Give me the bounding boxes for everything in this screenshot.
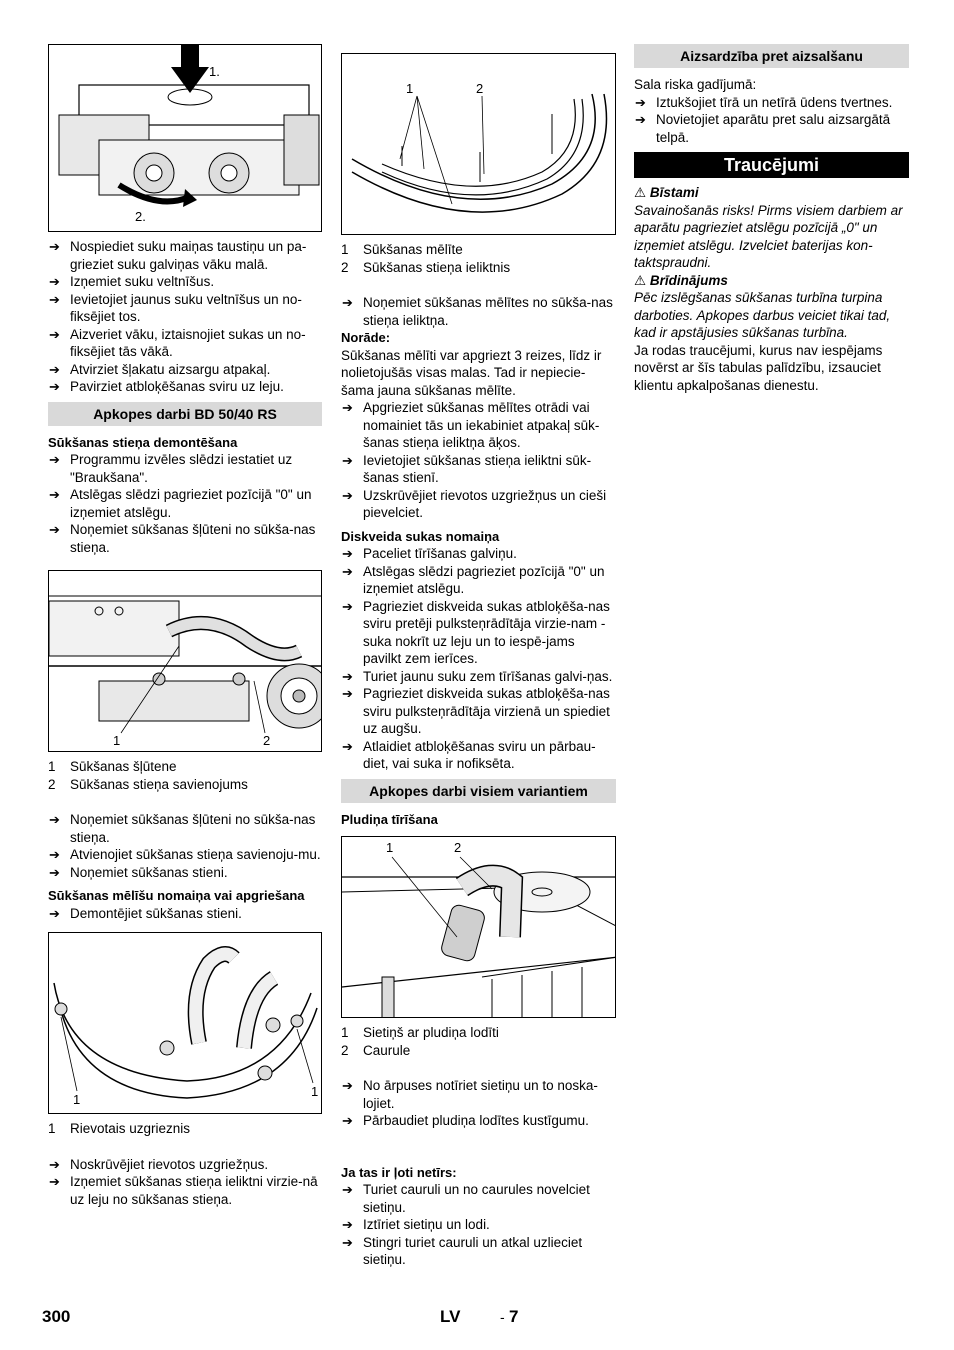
- figure-brush-cover: [48, 44, 322, 232]
- language-code: LV: [440, 1307, 461, 1326]
- steps-brush-change: [48, 238, 322, 396]
- warning-caution: [634, 272, 909, 342]
- faults-text: Ja rodas traucējumi, kurus nav iespējams novērst ar šīs tabulas palīdzību, izsauciet klientu apkalpošanas dienestu.: [634, 342, 883, 393]
- legend-float: [341, 1024, 616, 1059]
- list-item: ➔ Pagrieziet diskveida sukas atbloķēša-nas sviru pulksteņrādītāja virzienā un spiediet uz augšu.: [341, 685, 616, 738]
- callout-1b: 1: [311, 1084, 319, 1099]
- list-item: ➔ Iztīriet sietiņu un lodi.: [341, 1216, 616, 1234]
- warning-triangle-icon: ⚠: [634, 185, 647, 200]
- column-middle: [341, 53, 616, 1269]
- float-illustration: [342, 837, 616, 1018]
- section-heading-bd5040: Apkopes darbi BD 50/40 RS: [48, 402, 322, 426]
- callout-1: 1: [73, 1092, 81, 1107]
- suction-hose-illustration: [49, 571, 322, 752]
- section-page-number: 7: [509, 1307, 519, 1326]
- callout-1: 1: [406, 81, 414, 96]
- legend-suction-hose: [48, 758, 322, 793]
- steps-float-clean: [341, 1077, 616, 1130]
- steps-disc-brush: [341, 545, 616, 773]
- footer-separator: -: [500, 1309, 505, 1325]
- subheading-very-dirty: Ja tas ir ļoti netīrs:: [341, 1164, 457, 1180]
- figure-float: [341, 836, 616, 1018]
- steps-reverse-squeegee: [341, 399, 616, 522]
- subheading-suction-bar-removal: Sūkšanas stieņa demontēšana: [48, 434, 238, 450]
- list-item: ➔ Noņemiet sūkšanas šļūteni no sūkša-nas stieņa.: [48, 811, 322, 846]
- list-item: ➔ Uzskrūvējiet rievotos uzgriežņus un cieši pievelciet.: [341, 487, 616, 522]
- figure-suction-hose: [48, 570, 322, 752]
- note-title: Norāde:: [341, 330, 391, 345]
- callout-1: 1.: [209, 64, 220, 79]
- list-item: ➔ Atslēgas slēdzi pagrieziet pozīcijā "0" un izņemiet atslēgu.: [341, 563, 616, 598]
- list-item: ➔ Turiet cauruli un no caurules novelciet sietiņu.: [341, 1181, 616, 1216]
- warning-text: Pēc izslēgšanas sūkšanas turbīna turpina darboties. Apkopes darbus veiciet tikai tad, kad ir apstājusies sūkšanas turbīna.: [634, 290, 891, 340]
- subheading-float-cleaning: Pludiņa tīrīšana: [341, 811, 438, 827]
- list-item: ➔ Noskrūvējiet rievotos uzgriežņus.: [48, 1156, 322, 1174]
- list-item: ➔ Ievietojiet sūkšanas stieņa ieliktni sūk-šanas stienī.: [341, 452, 616, 487]
- frost-intro: Sala riska gadījumā:: [634, 77, 757, 92]
- list-item: ➔ Izņemiet sūkšanas stieņa ieliktni virzie-nā uz leju no sūkšanas stieņa.: [48, 1173, 322, 1208]
- list-item: ➔ Noņemiet sūkšanas stieni.: [48, 864, 322, 882]
- callout-2: 2.: [135, 209, 146, 224]
- list-item: ➔ Atslēgas slēdzi pagrieziet pozīcijā "0" un izņemiet atslēgu.: [48, 486, 322, 521]
- list-item: ➔ Pārbaudiet pludiņa lodītes kustīgumu.: [341, 1112, 616, 1130]
- callout-1: 1: [386, 840, 394, 855]
- list-item: ➔ Izņemiet suku veltnīšus.: [48, 273, 322, 291]
- list-item: ➔ Programmu izvēles slēdzi iestatiet uz "Braukšana".: [48, 451, 322, 486]
- page-number: 300: [42, 1307, 71, 1326]
- legend-squeegee: [341, 241, 616, 276]
- warning-text: Savainošanās risks! Pirms visiem darbiem ar aparātu pagrieziet atslēgu pozīcijā „0" un izņemiet atslēgu. Izvelciet baterijas kon-taktspraudni.: [634, 202, 903, 270]
- list-item: ➔ Demontējiet sūkšanas stieni.: [48, 905, 322, 923]
- list-item: ➔ Pavirziet atbloķēšanas sviru uz leju.: [48, 378, 322, 396]
- list-item: ➔ Apgrieziet sūkšanas mēlītes otrādi vai nomainiet tās un iekabiniet atpakaļ sūk-šanas stieņa ieliktņa āķos.: [341, 399, 616, 452]
- column-right: [634, 44, 909, 394]
- wing-nuts-illustration: [49, 933, 322, 1114]
- legend-item: 2 Sūkšanas stieņa ieliktnis: [341, 259, 511, 275]
- list-item: ➔ Nospiediet suku maiņas taustiņu un pa-grieziet suku galviņas vāku malā.: [48, 238, 322, 273]
- steps-unscrew: [48, 1156, 322, 1209]
- warning-triangle-icon: ⚠: [634, 272, 647, 288]
- column-left: [48, 44, 322, 1208]
- steps-very-dirty: [341, 1181, 616, 1269]
- brush-cover-illustration: [49, 45, 322, 232]
- note-text: Sūkšanas mēlīti var apgriezt 3 reizes, līdz ir nolietojušās visas malas. Tad ir nepiecie-šama jauna sūkšanas mēlīte.: [341, 347, 602, 398]
- list-item: ➔ Iztukšojiet tīrā un netīrā ūdens tvertnes.: [634, 94, 909, 112]
- steps-frost: [634, 94, 909, 147]
- section-heading-frost: Aizsardzība pret aizsalšanu: [634, 44, 909, 68]
- legend-item: 1 Sietiņš ar pludiņa lodīti: [341, 1025, 499, 1040]
- callout-2: 2: [263, 733, 271, 748]
- steps-suction-bar-removal: [48, 451, 322, 556]
- list-item: ➔ Aizveriet vāku, iztaisnojiet sukas un no-fiksējiet tās vākā.: [48, 326, 322, 361]
- callout-1: 1: [113, 733, 121, 748]
- list-item: ➔ Ievietojiet jaunus suku veltnīšus un no-fiksējiet tos.: [48, 291, 322, 326]
- list-item: ➔ Stingri turiet cauruli un atkal uzlieciet sietiņu.: [341, 1234, 616, 1269]
- list-item: ➔ Paceliet tīrīšanas galviņu.: [341, 545, 616, 563]
- callout-2: 2: [454, 840, 462, 855]
- subheading-disc-brush: Diskveida sukas nomaiņa: [341, 528, 500, 544]
- warning-title: Brīdinājums: [649, 272, 728, 288]
- subheading-squeegee-replace: Sūkšanas mēlīšu nomaiņa vai apgriešana: [48, 888, 305, 903]
- legend-item: 2 Caurule: [341, 1042, 411, 1058]
- list-item: ➔ Novietojiet aparātu pret salu aizsargātā telpā.: [634, 111, 909, 146]
- legend-item: 1 Rievotais uzgrieznis: [48, 1121, 191, 1136]
- list-item: ➔ No ārpuses notīriet sietiņu un to noska-lojiet.: [341, 1077, 616, 1112]
- legend-item: 1 Sūkšanas mēlīte: [341, 242, 463, 257]
- list-item: ➔ Noņemiet sūkšanas šļūteni no sūkša-nas stieņa.: [48, 521, 322, 556]
- warning-danger: [634, 184, 909, 272]
- steps-hose-disconnect: [48, 811, 322, 881]
- section-heading-all-variants: Apkopes darbi visiem variantiem: [341, 779, 616, 803]
- section-heading-faults: Traucējumi: [634, 152, 909, 178]
- warning-title: Bīstami: [649, 185, 699, 200]
- list-item: ➔ Atvienojiet sūkšanas stieņa savienoju-mu.: [48, 846, 322, 864]
- legend-item: 1 Sūkšanas šļūtene: [48, 759, 177, 774]
- list-item: ➔ Atlaidiet atbloķēšanas sviru un pārbau-diet, vai suka ir nofiksēta.: [341, 738, 616, 773]
- list-item: ➔ Atvirziet šļakatu aizsargu atpakaļ.: [48, 361, 322, 379]
- list-item: ➔ Noņemiet sūkšanas mēlītes no sūkša-nas stieņa ieliktņa.: [341, 294, 616, 329]
- list-item: ➔ Turiet jaunu suku zem tīrīšanas galvi-ņas.: [341, 668, 616, 686]
- callout-2: 2: [476, 81, 484, 96]
- figure-wing-nuts: [48, 932, 322, 1114]
- figure-squeegee: [341, 53, 616, 235]
- legend-item: 2 Sūkšanas stieņa savienojums: [48, 776, 248, 792]
- list-item: ➔ Pagrieziet diskveida sukas atbloķēša-nas sviru pretēji pulksteņrādītāja virzie-nam - suka nokrīt uz leju un to iespē-jams pavilkt zem ierīces.: [341, 598, 616, 668]
